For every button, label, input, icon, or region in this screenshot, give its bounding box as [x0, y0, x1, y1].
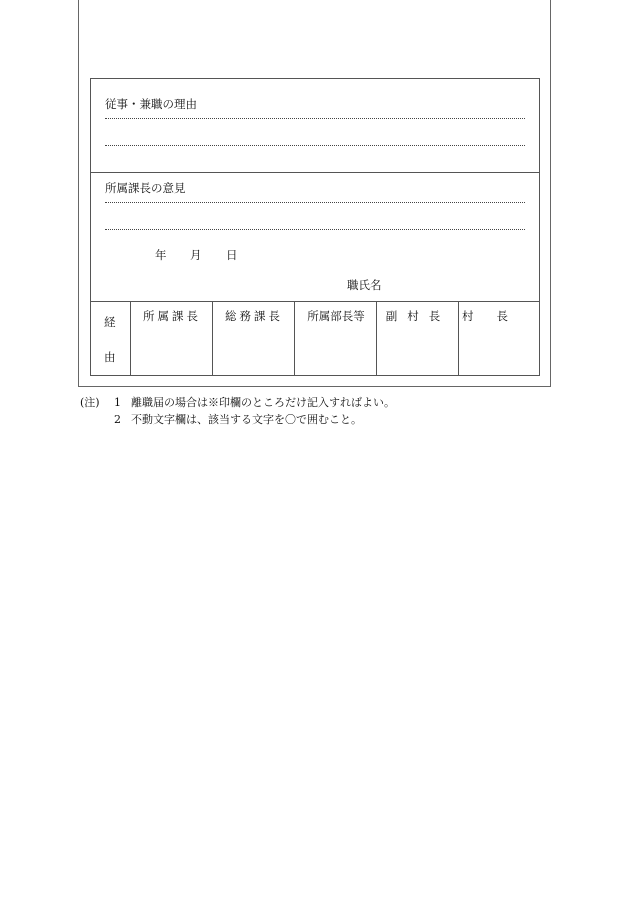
- routing-col-section-chief: 所属課長: [143, 309, 201, 323]
- date-day-label: 日: [226, 248, 238, 262]
- note-1-number: 1: [114, 396, 121, 409]
- note-2-number: 2: [114, 413, 121, 426]
- reason-line-1[interactable]: [105, 118, 525, 119]
- routing-col-mayor: 村 長: [462, 309, 508, 323]
- notes-prefix: (注): [80, 396, 100, 409]
- reason-label: 従事・兼職の理由: [105, 97, 197, 111]
- section-divider: [90, 172, 540, 173]
- reason-line-2[interactable]: [105, 145, 525, 146]
- date-year-label: 年: [155, 248, 167, 262]
- opinion-label: 所属課長の意見: [105, 181, 186, 195]
- routing-label-bottom: 由: [104, 350, 116, 364]
- routing-cell-department-head[interactable]: [295, 326, 376, 375]
- routing-cell-general-affairs-chief[interactable]: [213, 326, 294, 375]
- routing-col-general-affairs-chief: 総務課長: [225, 309, 283, 323]
- routing-cell-mayor[interactable]: [459, 326, 539, 375]
- routing-divider: [90, 301, 540, 302]
- position-name-label: 職氏名: [347, 278, 382, 292]
- routing-cell-deputy-mayor[interactable]: [377, 326, 458, 375]
- date-month-label: 月: [190, 248, 202, 262]
- routing-cell-section-chief[interactable]: [131, 326, 212, 375]
- routing-col-deputy-mayor: 副村長: [385, 309, 451, 323]
- routing-col-department-head: 所属部長等: [307, 309, 365, 323]
- note-1-text: 離職届の場合は※印欄のところだけ記入すればよい。: [131, 396, 395, 409]
- note-2-text: 不動文字欄は、該当する文字を〇で囲むこと。: [131, 413, 362, 426]
- opinion-line-1[interactable]: [105, 202, 525, 203]
- routing-label-top: 経: [104, 315, 116, 329]
- opinion-line-2[interactable]: [105, 229, 525, 230]
